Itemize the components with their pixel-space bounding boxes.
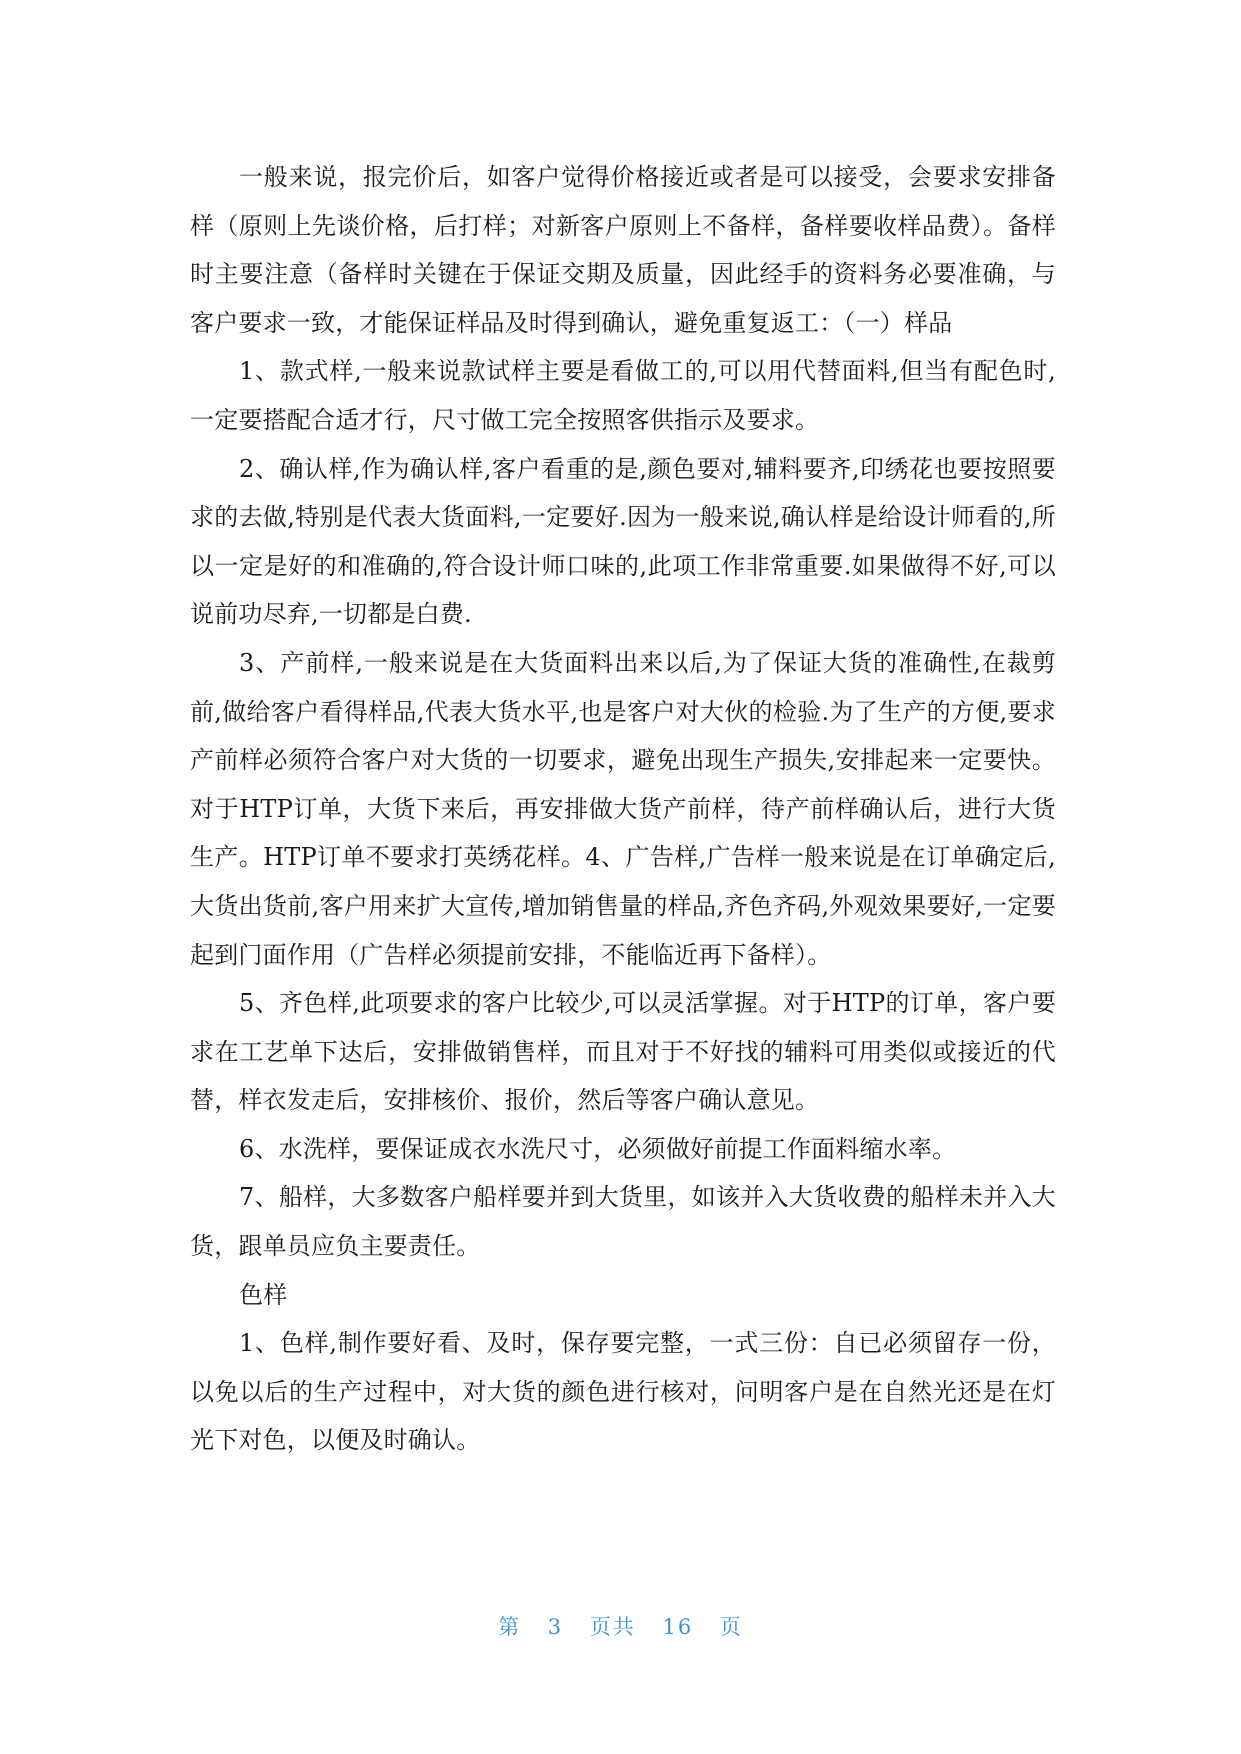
- paragraph-shipping-sample: 7、船样，大多数客户船样要并到大货里，如该并入大货收费的船样未并入大货，跟单员应负主要责任。: [190, 1183, 1056, 1261]
- footer-prefix: 第: [498, 1615, 522, 1639]
- section-heading-color-sample: 色样: [239, 1280, 288, 1309]
- page-footer: [0, 1611, 1241, 1641]
- paragraph-preproduction-sample: 3、产前样,一般来说是在大货面料出来以后,为了保证大货的准确性,在裁剪前,做给客户看得样品,代表大货水平,也是客户对大伙的检验.为了生产的方便,要求产前样必须符合客户对大货的一切要求，避免出现生产损失,安排起来一定要快。对于HTP订单，大货下来后，再安排做大货产前样，待产前样确认后，进行大货生产。HTP订单不要求打英绣花样。4、广告样,广告样一般来说是在订单确定后,大货出货前,客户用来扩大宣传,增加销售量的样品,齐色齐码,外观效果要好,一定要起到门面作用（广告样必须提前安排，不能临近再下备样）。: [190, 648, 1056, 969]
- paragraph-color-sample: 1、色样,制作要好看、及时，保存要完整，一式三份：自已必须留存一份，以免以后的生产过程中，对大货的颜色进行核对，问明客户是在自然光还是在灯光下对色，以便及时确认。: [190, 1329, 1056, 1455]
- footer-middle: 页共: [589, 1615, 636, 1639]
- footer-suffix: 页: [719, 1615, 743, 1639]
- paragraph-style-sample: 1、款式样,一般来说款试样主要是看做工的,可以用代替面料,但当有配色时,一定要搭配合适才行，尺寸做工完全按照客供指示及要求。: [190, 357, 1056, 434]
- paragraph-intro: 一般来说，报完价后，如客户觉得价格接近或者是可以接受，会要求安排备样（原则上先谈价格，后打样；对新客户原则上不备样，备样要收样品费）。备样时主要注意（备样时关键在于保证交期及质量，因此经手的资料务必要准确，与客户要求一致，才能保证样品及时得到确认，避免重复返工：（一）样品: [190, 163, 1056, 337]
- document-body: [190, 153, 1056, 1465]
- footer-total-pages: 16: [662, 1615, 694, 1639]
- footer-page-number: 3: [547, 1615, 564, 1639]
- paragraph-approval-sample: 2、确认样,作为确认样,客户看重的是,颜色要对,辅料要齐,印绣花也要按照要求的去做,特别是代表大货面料,一定要好.因为一般来说,确认样是给设计师看的,所以一定是好的和准确的,符合设计师口味的,此项工作非常重要.如果做得不好,可以说前功尽弃,一切都是白费.: [190, 454, 1056, 629]
- paragraph-wash-sample: 6、水洗样，要保证成衣水洗尺寸，必须做好前提工作面料缩水率。: [239, 1134, 957, 1163]
- paragraph-color-range-sample: 5、齐色样,此项要求的客户比较少,可以灵活掌握。对于HTP的订单，客户要求在工艺单下达后，安排做销售样，而且对于不好找的辅料可用类似或接近的代替，样衣发走后，安排核价、报价，然后等客户确认意见。: [190, 989, 1056, 1115]
